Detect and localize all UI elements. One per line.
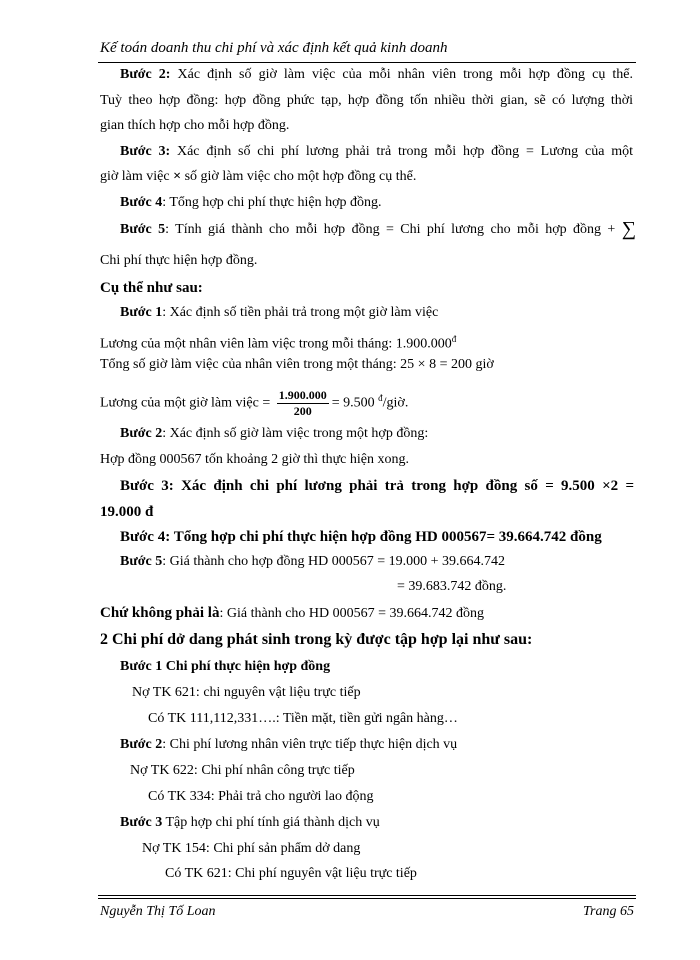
example-step2-text: : Xác định số giờ làm việc trong một hợp đồng: <box>162 426 429 441</box>
fraction-denominator: 200 <box>293 403 312 418</box>
footer-rule-top <box>98 895 636 896</box>
step3-line2a: giờ làm việc <box>100 169 174 184</box>
entry-step2-debit: Nợ TK 622: Chi phí nhân công trực tiếp <box>130 763 355 778</box>
entry-step3-text: Tập hợp chi phí tính giá thành dịch vụ <box>162 815 380 830</box>
step5-label: Bước 5 <box>120 222 166 237</box>
step4-line <box>120 194 382 212</box>
example-step1-label: Bước 1 <box>120 305 163 320</box>
entry-step3-debit: Nợ TK 154: Chi phí sản phẩm dở dang <box>142 841 361 856</box>
entry-step2-text: : Chi phí lương nhân viên trực tiếp thực hiện dịch vụ <box>162 737 458 752</box>
entry-step3-credit: Có TK 621: Chi phí nguyên vật liệu trực tiếp <box>165 866 417 881</box>
entry-step2-credit: Có TK 334: Phải trả cho người lao động <box>148 789 374 804</box>
sigma-symbol: ∑ <box>621 218 636 240</box>
footer-author: Nguyễn Thị Tố Loan <box>100 904 216 919</box>
salary-month: Lương của một nhân viên làm việc trong mỗi tháng: $1.900.000^đ$ <box>100 334 457 352</box>
step3-line2b: số giờ làm việc cho một hợp đồng cụ thể. <box>181 169 417 184</box>
step2-label: Bước 2: <box>120 67 171 82</box>
section-heading-cu-the: Cụ thể như sau: <box>100 280 203 296</box>
step5-line2: Chi phí thực hiện hợp đồng. <box>100 253 258 268</box>
header-rule <box>98 62 636 63</box>
currency-superscript-2: đ <box>378 393 383 403</box>
not-correction <box>100 604 484 623</box>
example-step5-line1 <box>120 553 505 571</box>
example-step1-text: : Xác định số tiền phải trả trong một giờ làm việc <box>162 305 439 320</box>
entry-step1-title: Bước 1 Chi phí thực hiện hợp đồng <box>120 659 331 674</box>
entry-step3-label: Bước 3 <box>120 815 163 830</box>
step3-line2 <box>100 168 416 186</box>
example-step1 <box>120 304 438 322</box>
step3-label: Bước 3: <box>120 144 171 159</box>
entry-step2-title <box>120 736 457 754</box>
step2-text: Xác định số giờ làm việc của mỗi nhân viên trong mỗi hợp đồng cụ thể. <box>170 67 633 82</box>
entry-step1-debit: Nợ TK 621: chi nguyên vật liệu trực tiếp <box>132 685 361 700</box>
step4-text: : Tổng hợp chi phí thực hiện hợp đồng. <box>162 195 382 210</box>
page-header-title: Kế toán doanh thu chi phí và xác định kết quả kinh doanh <box>100 40 448 56</box>
hours-month: Tổng số giờ làm việc của nhân viên trong một tháng: 25 × 8 = 200 giờ <box>100 357 494 372</box>
step3-text: Xác định số chi phí lương phải trả trong mỗi hợp đồng = Lương của một <box>170 144 633 159</box>
salary-hour-formula: Lương của một giờ làm việc = $\frac{1.900.000}{200}$ = 9.500 $^đ$/giờ. <box>100 387 409 418</box>
fraction-numerator: 1.900.000 <box>278 387 327 402</box>
step4-label: Bước 4 <box>120 195 163 210</box>
example-step3-line2: 19.000 đ <box>100 504 154 520</box>
step2-line2: Tuỳ theo hợp đồng: hợp đồng phức tạp, hợp đồng tốn nhiều thời gian, sẽ có lượng thời <box>100 93 633 108</box>
not-label: Chứ không phải là <box>100 605 220 621</box>
step2-line3: gian thích hợp cho mỗi hợp đồng. <box>100 118 290 133</box>
example-step2 <box>120 425 428 443</box>
example-step3-line1: Bước 3: Xác định chi phí lương phải trả trong hợp đồng số = 9.500 ×2 = <box>120 478 634 494</box>
step3-line1 <box>120 143 633 161</box>
footer-page-number: Trang 65 <box>583 904 634 919</box>
contract-hours: Hợp đồng 000567 tốn khoảng 2 giờ thì thực hiện xong. <box>100 452 409 467</box>
example-step2-label: Bước 2 <box>120 426 163 441</box>
not-text: : Giá thành cho HD 000567 = 39.664.742 đồng <box>219 606 485 621</box>
step5-line1 <box>120 220 636 239</box>
fraction <box>277 388 329 419</box>
example-step5-label: Bước 5 <box>120 554 163 569</box>
entry-step1-credit: Có TK 111,112,331….: Tiền mặt, tiền gửi ngân hàng… <box>148 711 458 726</box>
example-step5-text: : Giá thành cho hợp đồng HD 000567 = 19.000 + 39.664.742 <box>162 554 506 569</box>
currency-superscript: đ <box>451 334 457 344</box>
times-sign: × <box>173 169 182 184</box>
example-step4: Bước 4: Tổng hợp chi phí thực hiện hợp đồng HD 000567= 39.664.742 đồng <box>120 529 602 545</box>
footer-rule-bottom <box>98 898 636 899</box>
step5-text: : Tính giá thành cho mỗi hợp đồng = Chi phí lương cho mỗi hợp đồng + <box>165 222 622 237</box>
step2-line1 <box>120 66 633 84</box>
section2-heading: 2 Chi phí dở dang phát sinh trong kỳ được tập hợp lại như sau: <box>100 631 533 648</box>
entry-step3-title <box>120 814 380 832</box>
entry-step2-label: Bước 2 <box>120 737 163 752</box>
example-step5-line2: = 39.683.742 đồng. <box>397 579 507 594</box>
